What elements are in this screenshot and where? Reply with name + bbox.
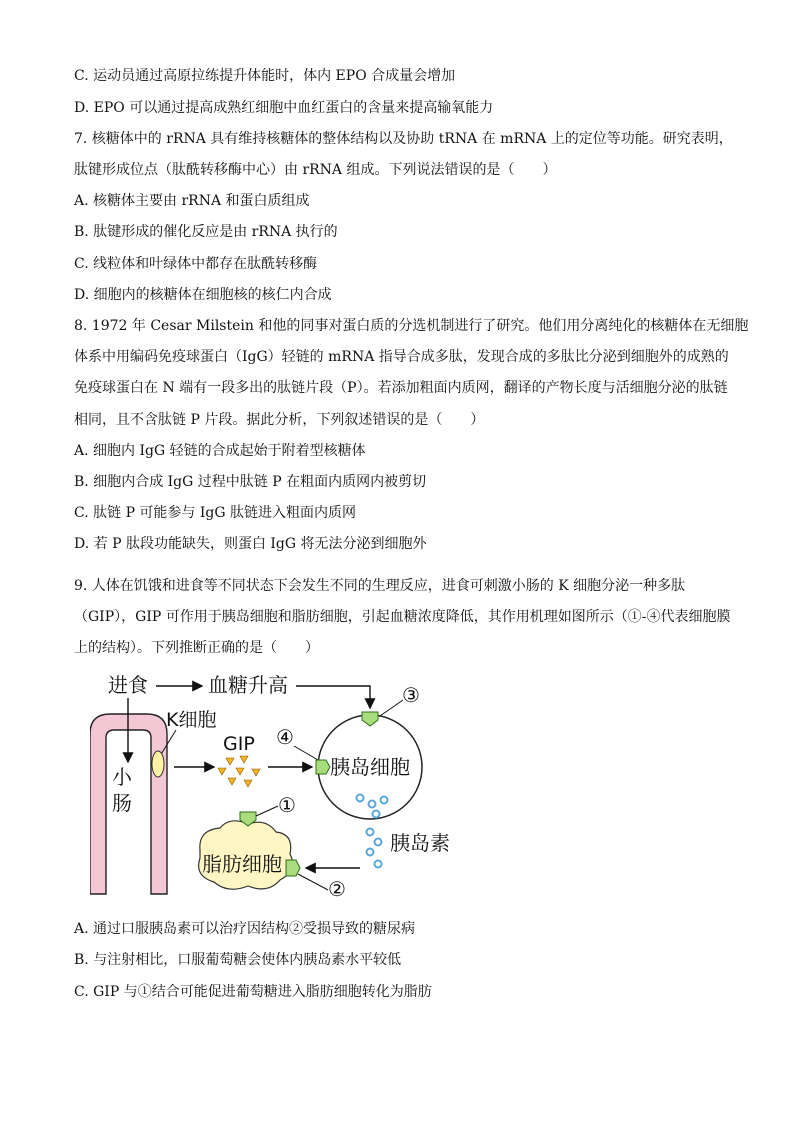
question-8-stem: 8. 1972 年 Cesar Milstein 和他的同事对蛋白质的分选机制进行了研究。他们用分离纯化的核糖体在无细胞 <box>74 318 749 334</box>
question-8-stem-cont1: 体系中用编码免疫球蛋白（IgG）轻链的 mRNA 指导合成多肽，发现合成的多肽比分泌到细胞外的成熟的 <box>74 349 729 365</box>
gip-molecules <box>218 756 260 787</box>
question-9-stem-cont2: 上的结构）。下列推断正确的是（ ） <box>74 640 319 656</box>
label-3: ③ <box>402 683 420 707</box>
intestine-label-1: 小 <box>112 765 132 789</box>
option-a-q7: A. 核糖体主要由 rRNA 和蛋白质组成 <box>74 193 310 209</box>
eating-label: 进食 <box>108 673 148 697</box>
question-8-stem-cont2: 免疫球蛋白在 N 端有一段多出的肽链片段（P）。若添加粗面内质网，翻译的产物长度与活细胞分泌的肽链 <box>74 380 728 396</box>
option-d-q7: D. 细胞内的核糖体在细胞核的核仁内合成 <box>74 287 332 303</box>
option-c-q8: C. 肽链 P 可能参与 IgG 肽链进入粗面内质网 <box>74 505 357 521</box>
option-b-q7: B. 肽键形成的催化反应是由 rRNA 执行的 <box>74 224 338 240</box>
option-b-q8: B. 细胞内合成 IgG 过程中肽链 P 在粗面内质网内被剪切 <box>74 474 427 490</box>
option-c-q6: C. 运动员通过高原拉练提升体能时，体内 EPO 合成量会增加 <box>74 68 456 84</box>
k-cell-shape <box>152 751 164 777</box>
option-c-q9: C. GIP 与①结合可能促进葡萄糖进入脂肪细胞转化为脂肪 <box>74 984 432 1000</box>
gip-mechanism-diagram <box>90 672 470 902</box>
question-7-stem: 7. 核糖体中的 rRNA 具有维持核糖体的整体结构以及协助 tRNA 在 mRNA 上的定位等功能。研究表明， <box>74 131 733 147</box>
option-b-q9: B. 与注射相比，口服葡萄糖会使体内胰岛素水平较低 <box>74 952 402 968</box>
question-9-stem: 9. 人体在饥饿和进食等不同状态下会发生不同的生理反应，进食可刺激小肠的 K 细胞分泌一种多肽 <box>74 578 686 594</box>
option-c-q7: C. 线粒体和叶绿体中都存在肽酰转移酶 <box>74 256 318 272</box>
label-2: ② <box>328 877 346 901</box>
blood-sugar-label: 血糖升高 <box>208 673 288 697</box>
question-9-stem-cont1: （GIP），GIP 可作用于胰岛细胞和脂肪细胞，引起血糖浓度降低，其作用机理如图所示（①-④代表细胞膜 <box>74 609 731 625</box>
fat-cell-label: 脂肪细胞 <box>202 852 282 876</box>
option-d-q6: D. EPO 可以通过提高成熟红细胞中血红蛋白的含量来提高输氧能力 <box>74 100 494 116</box>
insulin-label: 胰岛素 <box>390 831 450 855</box>
k-cell-label: K细胞 <box>166 709 217 731</box>
intestine-label-2: 肠 <box>112 791 132 815</box>
question-8-stem-cont3: 相同，且不含肽链 P 片段。据此分析，下列叙述错误的是（ ） <box>74 412 485 428</box>
question-7-stem-cont: 肽键形成位点（肽酰转移酶中心）由 rRNA 组成。下列说法错误的是（ ） <box>74 162 557 178</box>
label-4: ④ <box>276 725 294 749</box>
receptor-2 <box>286 860 300 876</box>
label-1: ① <box>278 793 296 817</box>
islet-cell-label: 胰岛细胞 <box>330 755 410 779</box>
option-a-q8: A. 细胞内 IgG 轻链的合成起始于附着型核糖体 <box>74 443 366 459</box>
option-d-q8: D. 若 P 肽段功能缺失，则蛋白 IgG 将无法分泌到细胞外 <box>74 536 427 552</box>
option-a-q9: A. 通过口服胰岛素可以治疗因结构②受损导致的糖尿病 <box>74 921 416 937</box>
gip-label: GIP <box>223 733 255 755</box>
